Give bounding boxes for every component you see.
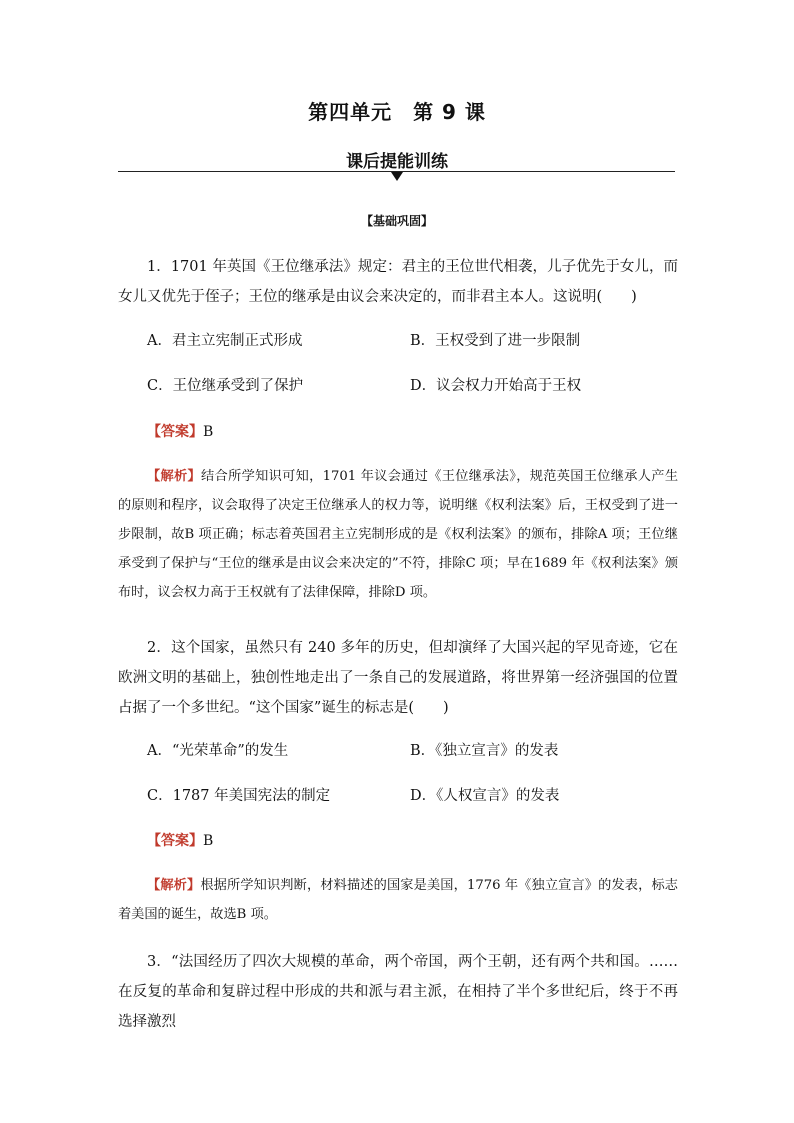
- answer-value: B: [203, 424, 214, 440]
- answer-value: B: [203, 833, 214, 849]
- question-1-explanation: [118, 462, 678, 607]
- question-1-option-a: A．君主立宪制正式形成: [147, 333, 303, 349]
- question-1-option-b: B．王权受到了进一步限制: [410, 333, 581, 349]
- explanation-tag: 【解析】: [147, 469, 202, 484]
- question-2-option-b: B．《独立宣言》的发表: [410, 743, 559, 759]
- question-2-option-c: C．1787 年美国宪法的制定: [147, 788, 331, 804]
- question-1-option-c: C．王位继承受到了保护: [147, 378, 304, 394]
- question-2-stem: 2．这个国家，虽然只有 240 多年的历史，但却演绎了大国兴起的罕见奇迹，它在欧洲文明的基础上，独创性地走出了一条自己的发展道路，将世界第一经济强国的位置占据了一个多世纪。“这个国家”诞生的标志是( ): [118, 640, 678, 716]
- page-title: 第四单元 第 9 课: [308, 100, 486, 124]
- answer-tag: 【答案】: [147, 424, 203, 440]
- section-heading: 【基础巩固】: [360, 214, 433, 228]
- question-1-option-d: D．议会权力开始高于王权: [410, 378, 582, 394]
- divider-arrow-icon: [391, 172, 403, 181]
- question-2-option-a: A．“光荣革命”的发生: [147, 743, 289, 759]
- answer-tag: 【答案】: [147, 833, 203, 849]
- explanation-text: 结合所学知识可知，1701 年议会通过《王位继承法》，规范英国王位继承人产生的原则和程序，议会取得了决定王位继承人的权力等，说明继《权利法案》后，王权受到了进一步限制，故B 项正确；标志着英国君主立宪制形成的是《权利法案》的颁布，排除A 项；王位继承受到了保护与“王位的继承是由议会来决定的”不符，排除C 项；早在1689 年《权利法案》颁布时，议会权力高于王权就有了法律保障，排除D 项。: [118, 469, 679, 600]
- question-1-stem: 1．1701 年英国《王位继承法》规定：君主的王位世代相袭，儿子优先于女儿，而女儿又优先于侄子；王位的继承是由议会来决定的，而非君主本人。这说明( ): [118, 259, 678, 305]
- question-1-answer: [147, 421, 213, 443]
- question-2-explanation: [118, 871, 678, 929]
- explanation-tag: 【解析】: [147, 878, 201, 893]
- question-2-option-d: D．《人权宣言》的发表: [410, 788, 560, 804]
- question-3-stem: 3．“法国经历了四次大规模的革命，两个帝国，两个王朝，还有两个共和国。……在反复的革命和复辟过程中形成的共和派与君主派，在相持了半个多世纪后，终于不再选择激烈: [118, 954, 678, 1030]
- question-2-answer: [147, 830, 213, 852]
- explanation-text: 根据所学知识判断，材料描述的国家是美国，1776 年《独立宣言》的发表，标志着美国的诞生，故选B 项。: [118, 878, 678, 922]
- page-subtitle: 课后提能训练: [346, 152, 448, 172]
